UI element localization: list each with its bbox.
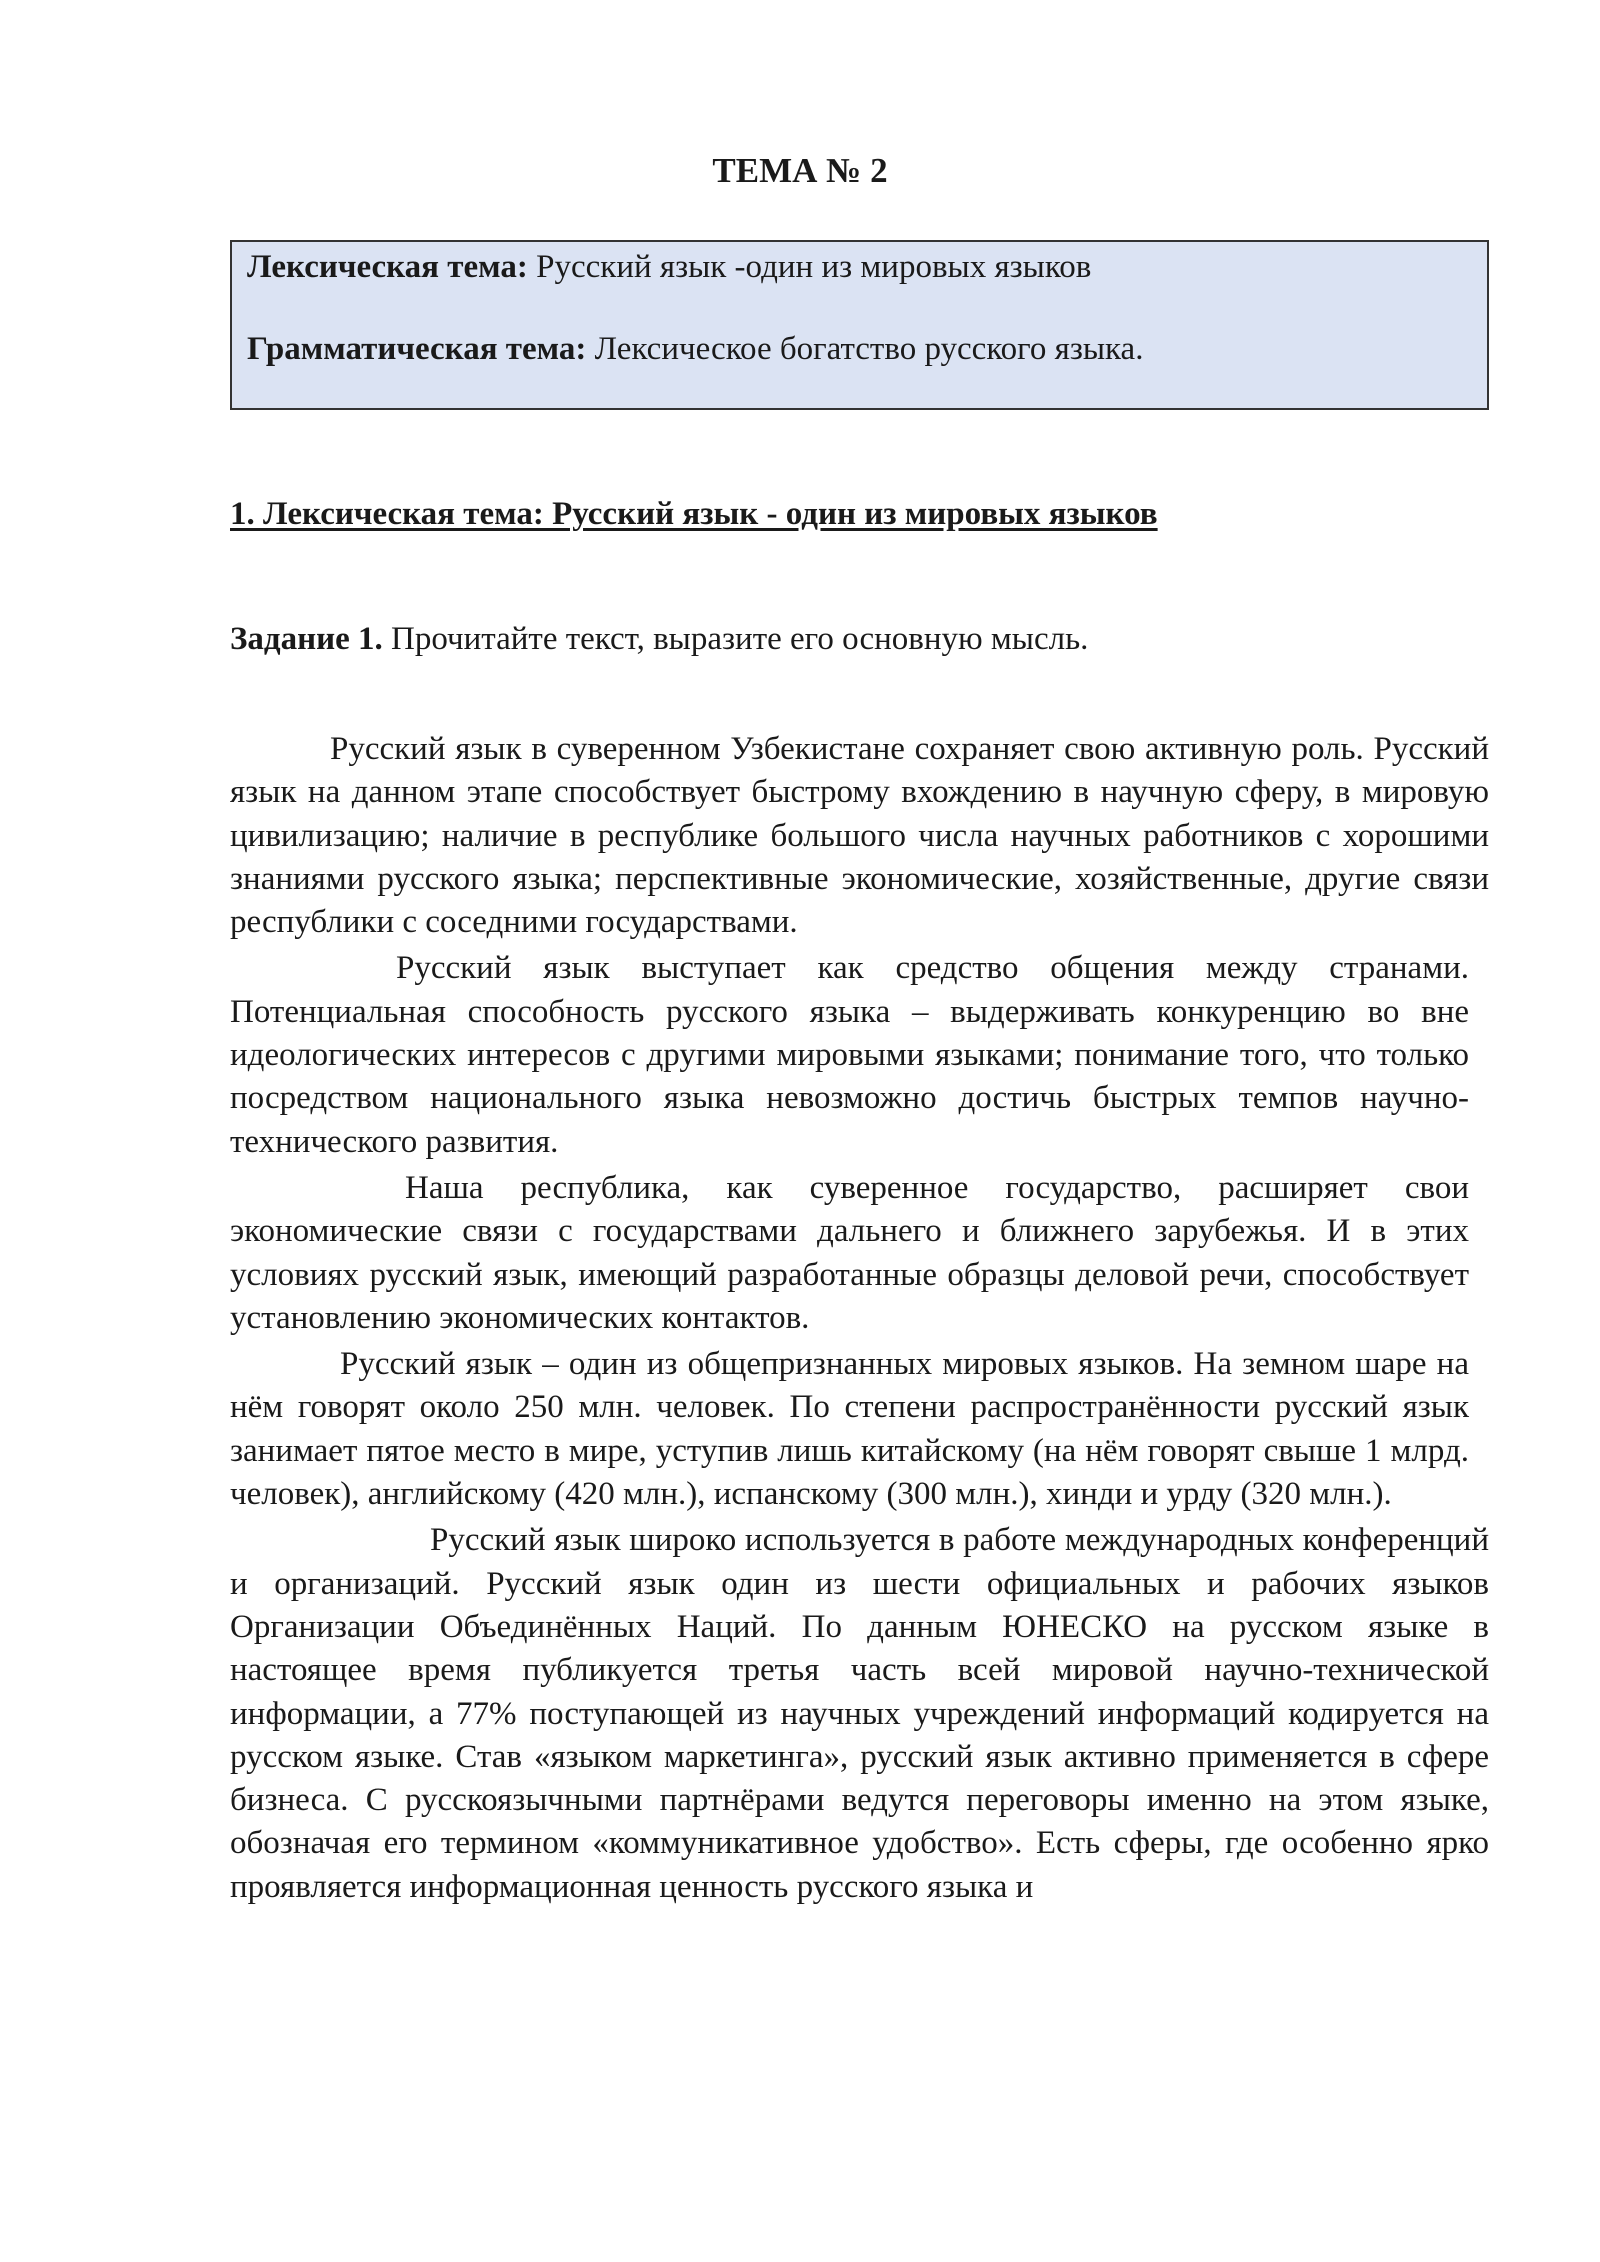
section-heading: 1. Лексическая тема: Русский язык - один из мировых языков	[230, 496, 1158, 532]
grammar-theme-line	[247, 328, 1473, 370]
task-instruction	[230, 618, 1088, 660]
lexical-theme-value: Русский язык -один из мировых языков	[527, 249, 1092, 285]
lexical-theme-line	[247, 246, 1473, 288]
paragraph-2: Русский язык выступает как средство общения между странами. Потенциальная способность русского языка – выдерживать конкуренцию во вне идеологических интересов с другими мировыми языками; понимание того, что только посредством национального языка невозможно достичь быстрых темпов научно-технического развития.	[230, 950, 1469, 1160]
grammar-theme-value: Лексическое богатство русского языка.	[586, 331, 1144, 367]
task-text: Прочитайте текст, выразите его основную мысль.	[382, 621, 1089, 657]
theme-box	[230, 240, 1489, 410]
task-label: Задание 1.	[230, 621, 383, 657]
paragraph-4: Русский язык – один из общепризнанных мировых языков. На земном шаре на нём говорят около 250 млн. человек. По степени распространённости русский язык занимает пятое место в мире, уступив лишь китайскому (на нём говорят свыше 1 млрд. человек), английскому (420 млн.), испанскому (300 млн.), хинди и урду (320 млн.).	[230, 1346, 1469, 1513]
paragraph-3: Наша республика, как суверенное государство, расширяет свои экономические связи с государствами дальнего и ближнего зарубежья. И в этих условиях русский язык, имеющий разработанные образцы деловой речи, способствует установлению экономических контактов.	[230, 1169, 1469, 1336]
body-text	[230, 728, 1489, 1909]
paragraph-1: Русский язык в суверенном Узбекистане сохраняет свою активную роль. Русский язык на данном этапе способствует быстрому вхождению в научную сферу, в мировую цивилизацию; наличие в республике большого числа научных работников с хорошими знаниями русского языка; перспективные экономические, хозяйственные, другие связи республики с соседними государствами.	[230, 731, 1489, 941]
paragraph-5: Русский язык широко используется в работе международных конференций и организаций. Русский язык один из шести официальных и рабочих языков Организации Объединённых Наций. По данным ЮНЕСКО на русском языке в настоящее время публикуется третья часть всей мировой научно-технической информации, а 77% поступающей из научных учреждений информаций кодируется на русском языке. Став «языком маркетинга», русский язык активно применяется в сфере бизнеса. С русскоязычными партнёрами ведутся переговоры именно на этом языке, обозначая его термином «коммуникативное удобство». Есть сферы, где особенно ярко проявляется информационная ценность русского языка и	[230, 1522, 1489, 1905]
topic-title: ТЕМА № 2	[712, 151, 888, 190]
grammar-theme-label: Грамматическая тема:	[247, 331, 587, 367]
lexical-theme-label: Лексическая тема:	[247, 249, 528, 285]
